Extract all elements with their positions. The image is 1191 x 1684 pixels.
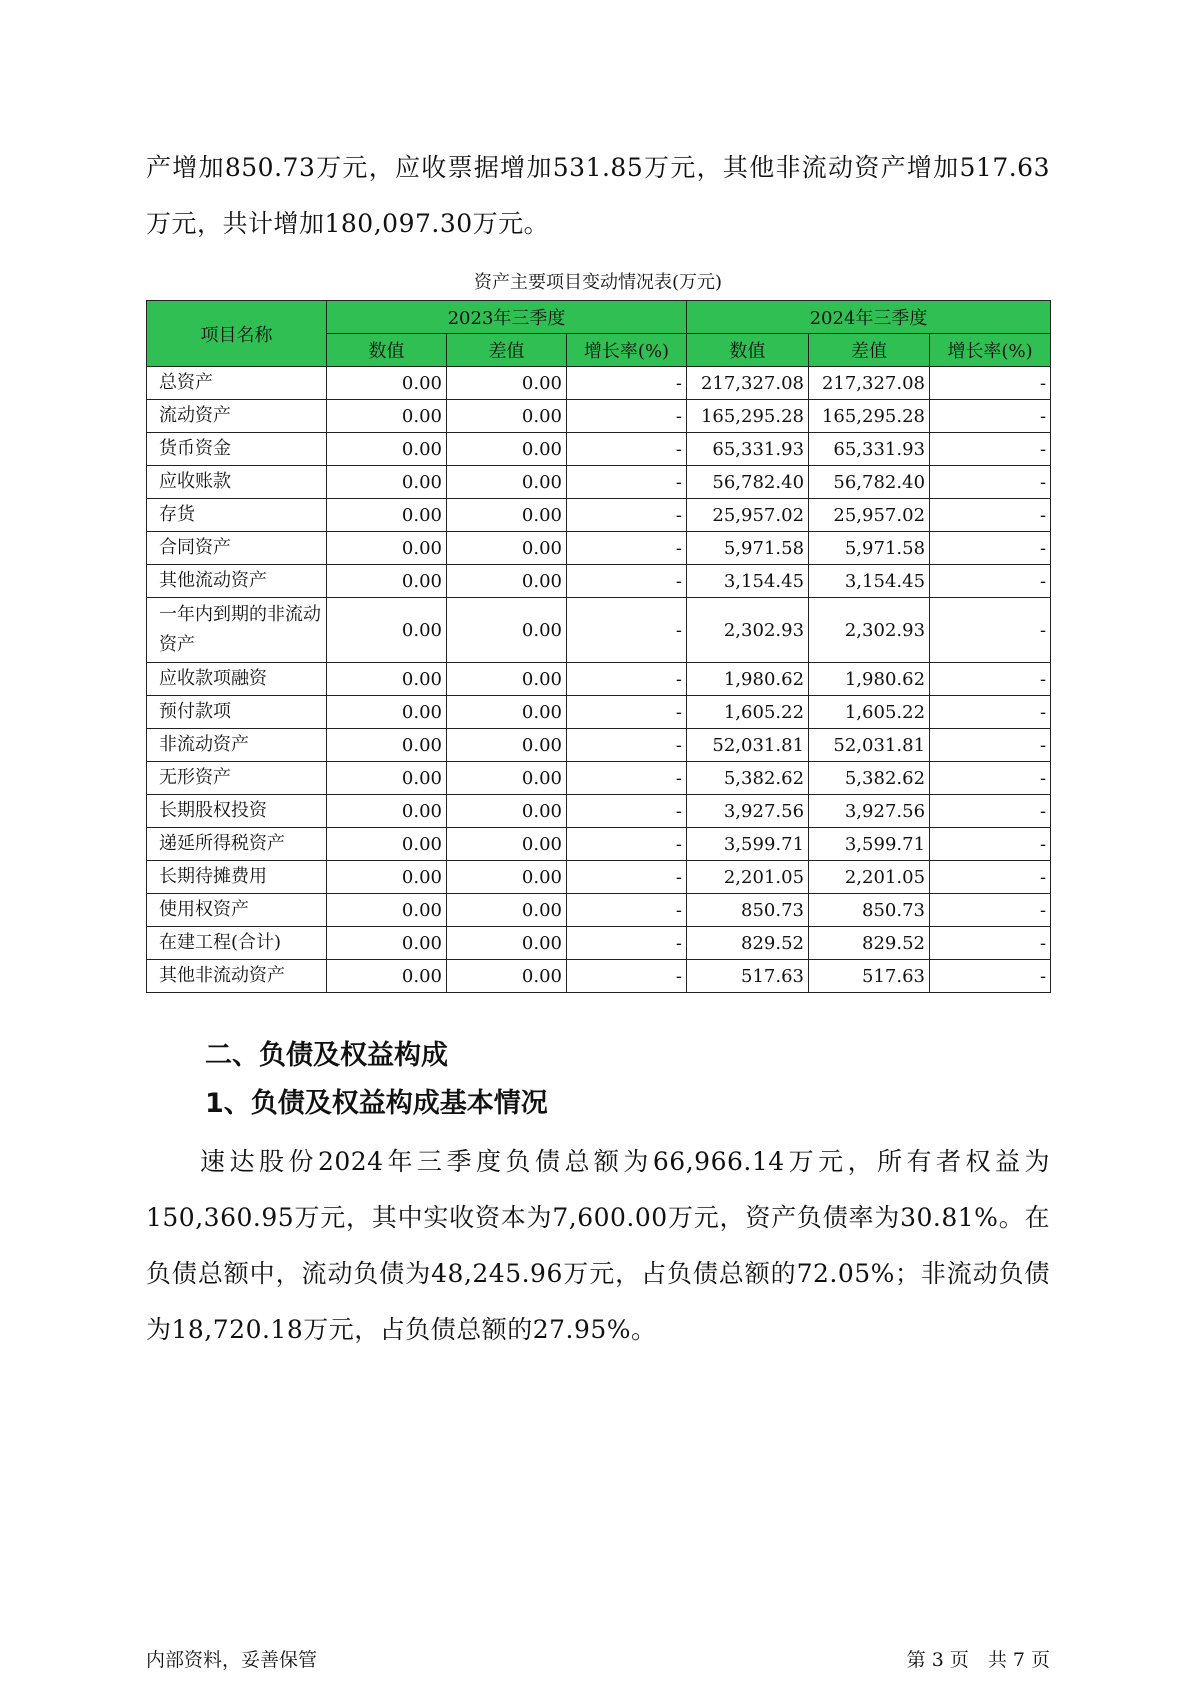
- growth-2023-cell: -: [567, 729, 687, 762]
- growth-2023-cell: -: [567, 400, 687, 433]
- value-2024-cell: 517.63: [687, 960, 809, 993]
- diff-2023-cell: 0.00: [447, 367, 567, 400]
- value-2024-cell: 850.73: [687, 894, 809, 927]
- table-row: [147, 663, 1051, 696]
- growth-2024-cell: -: [930, 894, 1051, 927]
- value-2024-cell: 52,031.81: [687, 729, 809, 762]
- table-row: [147, 598, 1051, 663]
- growth-2023-cell: -: [567, 663, 687, 696]
- row-name-cell: 递延所得税资产: [147, 828, 327, 861]
- growth-2024-cell: -: [930, 565, 1051, 598]
- row-name-cell: 其他非流动资产: [147, 960, 327, 993]
- table-row: [147, 861, 1051, 894]
- row-name-cell: 应收账款: [147, 466, 327, 499]
- growth-2024-cell: -: [930, 400, 1051, 433]
- header-period-2024: 2024年三季度: [687, 301, 1051, 334]
- value-2023-cell: 0.00: [327, 663, 447, 696]
- footer-confidential-note: 内部资料，妥善保管: [146, 1649, 318, 1671]
- diff-2024-cell: 3,927.56: [809, 795, 930, 828]
- growth-2024-cell: -: [930, 696, 1051, 729]
- diff-2023-cell: 0.00: [447, 861, 567, 894]
- value-2023-cell: 0.00: [327, 828, 447, 861]
- table-row: [147, 696, 1051, 729]
- header-value-2023: 数值: [327, 334, 447, 367]
- diff-2024-cell: 65,331.93: [809, 433, 930, 466]
- table-row: [147, 795, 1051, 828]
- diff-2024-cell: 829.52: [809, 927, 930, 960]
- value-2024-cell: 65,331.93: [687, 433, 809, 466]
- value-2024-cell: 217,327.08: [687, 367, 809, 400]
- growth-2024-cell: -: [930, 532, 1051, 565]
- value-2023-cell: 0.00: [327, 960, 447, 993]
- growth-2023-cell: -: [567, 828, 687, 861]
- value-2024-cell: 25,957.02: [687, 499, 809, 532]
- row-name-cell: 流动资产: [147, 400, 327, 433]
- row-name-cell: 其他流动资产: [147, 565, 327, 598]
- row-name-cell: 一年内到期的非流动资产: [147, 598, 327, 663]
- diff-2024-cell: 56,782.40: [809, 466, 930, 499]
- growth-2023-cell: -: [567, 433, 687, 466]
- growth-2024-cell: -: [930, 960, 1051, 993]
- table-row: [147, 927, 1051, 960]
- diff-2024-cell: 3,599.71: [809, 828, 930, 861]
- growth-2023-cell: -: [567, 861, 687, 894]
- diff-2023-cell: 0.00: [447, 663, 567, 696]
- row-name-cell: 预付款项: [147, 696, 327, 729]
- row-name-cell: 使用权资产: [147, 894, 327, 927]
- diff-2024-cell: 165,295.28: [809, 400, 930, 433]
- value-2023-cell: 0.00: [327, 499, 447, 532]
- growth-2024-cell: -: [930, 663, 1051, 696]
- table-row: [147, 762, 1051, 795]
- table-row: [147, 499, 1051, 532]
- value-2024-cell: 2,201.05: [687, 861, 809, 894]
- diff-2023-cell: 0.00: [447, 400, 567, 433]
- row-name-cell: 在建工程(合计): [147, 927, 327, 960]
- value-2024-cell: 1,980.62: [687, 663, 809, 696]
- growth-2023-cell: -: [567, 894, 687, 927]
- growth-2024-cell: -: [930, 795, 1051, 828]
- value-2023-cell: 0.00: [327, 598, 447, 663]
- diff-2024-cell: 5,971.58: [809, 532, 930, 565]
- table-row: [147, 433, 1051, 466]
- row-name-cell: 非流动资产: [147, 729, 327, 762]
- growth-2023-cell: -: [567, 499, 687, 532]
- table-row: [147, 367, 1051, 400]
- intro-paragraph: 产增加850.73万元，应收票据增加531.85万元，其他非流动资产增加517.63万元，共计增加180,097.30万元。: [146, 153, 1050, 238]
- row-name-cell: 长期股权投资: [147, 795, 327, 828]
- diff-2024-cell: 217,327.08: [809, 367, 930, 400]
- header-diff-2023: 差值: [447, 334, 567, 367]
- diff-2023-cell: 0.00: [447, 729, 567, 762]
- value-2024-cell: 165,295.28: [687, 400, 809, 433]
- row-name-cell: 总资产: [147, 367, 327, 400]
- diff-2023-cell: 0.00: [447, 532, 567, 565]
- growth-2023-cell: -: [567, 532, 687, 565]
- value-2024-cell: 5,382.62: [687, 762, 809, 795]
- header-growth-2023: 增长率(%): [567, 334, 687, 367]
- growth-2023-cell: -: [567, 795, 687, 828]
- diff-2023-cell: 0.00: [447, 499, 567, 532]
- diff-2024-cell: 5,382.62: [809, 762, 930, 795]
- footer-page-number: 第 3 页 共 7 页: [906, 1649, 1050, 1671]
- value-2024-cell: 2,302.93: [687, 598, 809, 663]
- growth-2024-cell: -: [930, 433, 1051, 466]
- row-name-cell: 货币资金: [147, 433, 327, 466]
- table-row: [147, 828, 1051, 861]
- diff-2024-cell: 52,031.81: [809, 729, 930, 762]
- growth-2024-cell: -: [930, 499, 1051, 532]
- header-period-2023: 2023年三季度: [327, 301, 687, 334]
- value-2024-cell: 1,605.22: [687, 696, 809, 729]
- diff-2023-cell: 0.00: [447, 433, 567, 466]
- value-2023-cell: 0.00: [327, 696, 447, 729]
- header-value-2024: 数值: [687, 334, 809, 367]
- header-item-name: 项目名称: [147, 301, 327, 367]
- section-heading: 二、负债及权益构成: [205, 1040, 448, 1071]
- header-diff-2024: 差值: [809, 334, 930, 367]
- table-row: [147, 729, 1051, 762]
- diff-2024-cell: 2,201.05: [809, 861, 930, 894]
- subsection-heading: 1、负债及权益构成基本情况: [205, 1088, 548, 1119]
- asset-change-table: [146, 300, 1051, 993]
- diff-2024-cell: 850.73: [809, 894, 930, 927]
- value-2023-cell: 0.00: [327, 762, 447, 795]
- diff-2023-cell: 0.00: [447, 960, 567, 993]
- value-2024-cell: 5,971.58: [687, 532, 809, 565]
- diff-2023-cell: 0.00: [447, 927, 567, 960]
- row-name-cell: 合同资产: [147, 532, 327, 565]
- growth-2023-cell: -: [567, 598, 687, 663]
- growth-2024-cell: -: [930, 861, 1051, 894]
- value-2024-cell: 3,927.56: [687, 795, 809, 828]
- table-caption: 资产主要项目变动情况表(万元): [473, 272, 723, 293]
- diff-2024-cell: 1,980.62: [809, 663, 930, 696]
- table-row: [147, 532, 1051, 565]
- growth-2023-cell: -: [567, 960, 687, 993]
- value-2023-cell: 0.00: [327, 894, 447, 927]
- value-2024-cell: 3,154.45: [687, 565, 809, 598]
- growth-2023-cell: -: [567, 565, 687, 598]
- growth-2023-cell: -: [567, 927, 687, 960]
- value-2023-cell: 0.00: [327, 400, 447, 433]
- value-2023-cell: 0.00: [327, 927, 447, 960]
- diff-2024-cell: 3,154.45: [809, 565, 930, 598]
- growth-2024-cell: -: [930, 729, 1051, 762]
- table-row: [147, 894, 1051, 927]
- value-2024-cell: 829.52: [687, 927, 809, 960]
- value-2023-cell: 0.00: [327, 795, 447, 828]
- diff-2024-cell: 25,957.02: [809, 499, 930, 532]
- diff-2023-cell: 0.00: [447, 894, 567, 927]
- diff-2023-cell: 0.00: [447, 696, 567, 729]
- table-row: [147, 960, 1051, 993]
- row-name-cell: 应收款项融资: [147, 663, 327, 696]
- diff-2024-cell: 2,302.93: [809, 598, 930, 663]
- diff-2023-cell: 0.00: [447, 762, 567, 795]
- value-2023-cell: 0.00: [327, 565, 447, 598]
- value-2023-cell: 0.00: [327, 433, 447, 466]
- growth-2024-cell: -: [930, 598, 1051, 663]
- growth-2024-cell: -: [930, 466, 1051, 499]
- diff-2024-cell: 517.63: [809, 960, 930, 993]
- row-name-cell: 存货: [147, 499, 327, 532]
- diff-2023-cell: 0.00: [447, 795, 567, 828]
- diff-2023-cell: 0.00: [447, 466, 567, 499]
- table-row: [147, 400, 1051, 433]
- diff-2023-cell: 0.00: [447, 565, 567, 598]
- value-2023-cell: 0.00: [327, 861, 447, 894]
- body-paragraph: 速达股份2024年三季度负债总额为66,966.14万元，所有者权益为150,360.95万元，其中实收资本为7,600.00万元，资产负债率为30.81%。在负债总额中，流动负债为48,245.96万元，占负债总额的72.05%；非流动负债为18,720.18万元，占负债总额的27.95%。: [146, 1147, 1050, 1344]
- value-2023-cell: 0.00: [327, 532, 447, 565]
- table-row: [147, 565, 1051, 598]
- diff-2023-cell: 0.00: [447, 828, 567, 861]
- value-2023-cell: 0.00: [327, 466, 447, 499]
- table-row: [147, 466, 1051, 499]
- diff-2023-cell: 0.00: [447, 598, 567, 663]
- growth-2024-cell: -: [930, 367, 1051, 400]
- row-name-cell: 无形资产: [147, 762, 327, 795]
- value-2024-cell: 56,782.40: [687, 466, 809, 499]
- growth-2023-cell: -: [567, 762, 687, 795]
- header-growth-2024: 增长率(%): [930, 334, 1051, 367]
- value-2023-cell: 0.00: [327, 729, 447, 762]
- value-2023-cell: 0.00: [327, 367, 447, 400]
- growth-2023-cell: -: [567, 367, 687, 400]
- value-2024-cell: 3,599.71: [687, 828, 809, 861]
- growth-2024-cell: -: [930, 927, 1051, 960]
- row-name-cell: 长期待摊费用: [147, 861, 327, 894]
- diff-2024-cell: 1,605.22: [809, 696, 930, 729]
- growth-2024-cell: -: [930, 828, 1051, 861]
- growth-2023-cell: -: [567, 696, 687, 729]
- growth-2024-cell: -: [930, 762, 1051, 795]
- growth-2023-cell: -: [567, 466, 687, 499]
- table-body: [147, 367, 1051, 993]
